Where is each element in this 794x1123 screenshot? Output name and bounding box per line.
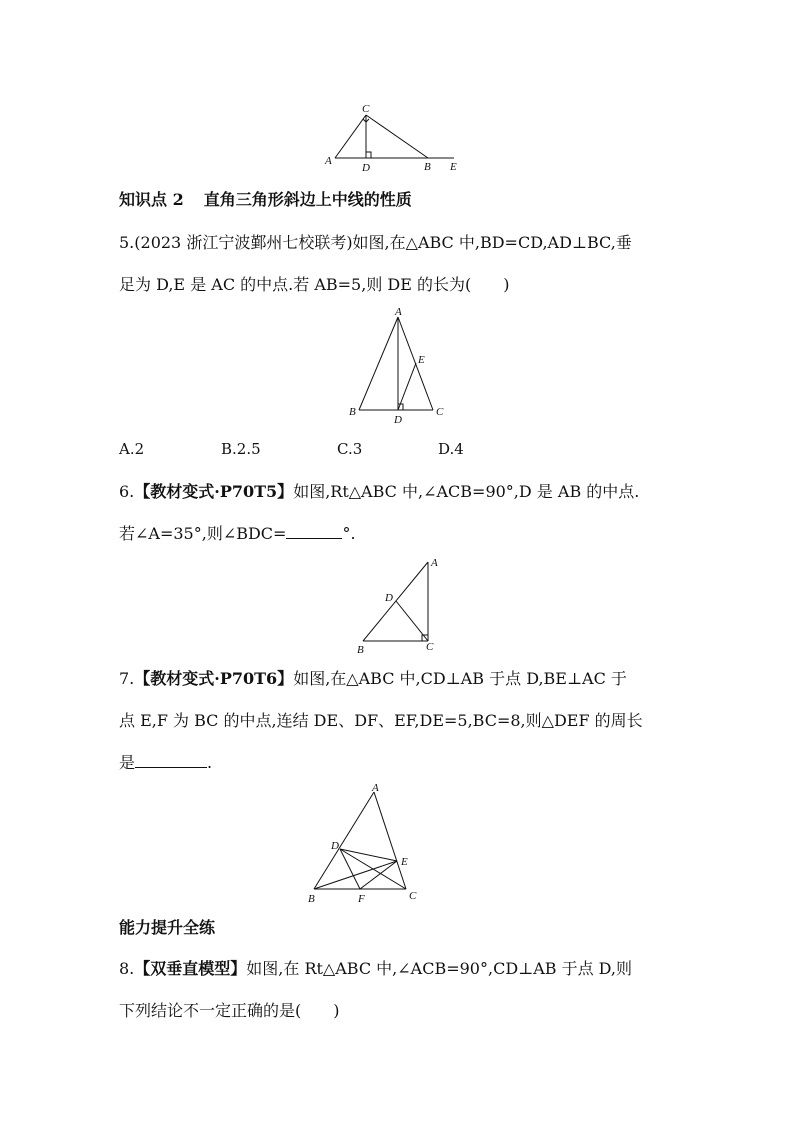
label-E: E (418, 354, 425, 366)
option-c[interactable]: C.3 (337, 440, 363, 458)
q8-number: 8. (119, 959, 135, 978)
segment-BE (314, 861, 397, 889)
segment-EF (360, 861, 397, 889)
q7-text3: 是 (119, 753, 136, 772)
section-title: 直角三角形斜边上中线的性质 (203, 190, 412, 209)
section-heading (119, 189, 679, 211)
figure-right-triangle-altitude (320, 100, 470, 175)
q6-text2: 若∠A=35°,则∠BDC= (119, 524, 287, 543)
q8-tag: 【双垂直模型】 (134, 959, 247, 978)
label-E: E (401, 856, 408, 868)
q8-line1 (119, 958, 679, 980)
q8-line2: 下列结论不一定正确的是( ) (119, 1001, 340, 1020)
right-angle-mark-D (366, 152, 371, 158)
section-number: 知识点 2 (119, 190, 184, 209)
q6-tag: 【教材变式·P70T5】 (134, 482, 294, 501)
q8-text1: 如图,在 Rt△ABC 中,∠ACB=90°,CD⊥AB 于点 D,则 (246, 959, 633, 978)
section2-heading: 能力提升全练 (119, 918, 216, 937)
label-C: C (362, 103, 370, 115)
label-B: B (349, 406, 356, 418)
q5-figure (345, 305, 455, 427)
q7-text1: 如图,在△ABC 中,CD⊥AB 于点 D,BE⊥AC 于 (293, 669, 627, 688)
segment-DE (340, 849, 397, 861)
label-D: D (331, 840, 339, 852)
label-F: F (358, 893, 365, 905)
option-a[interactable]: A.2 (119, 440, 145, 458)
segment-AB (314, 792, 374, 889)
label-A: A (431, 557, 438, 569)
segment-AB (359, 317, 398, 410)
q6-figure (355, 555, 445, 655)
label-C: C (426, 641, 434, 653)
q7-text4: . (207, 753, 213, 772)
label-B: B (308, 893, 315, 905)
q7-answer-blank[interactable] (135, 753, 207, 768)
segment-AC (335, 115, 366, 158)
q7-tag: 【教材变式·P70T6】 (134, 669, 294, 688)
segment-DE (398, 363, 416, 410)
q6-text3: °. (342, 524, 356, 543)
label-A: A (395, 306, 402, 318)
q7-line2: 点 E,F 为 BC 的中点,连结 DE、DF、EF,DE=5,BC=8,则△DEF 的周长 (119, 711, 643, 730)
label-D: D (362, 162, 370, 174)
label-E: E (450, 161, 457, 173)
q6-line1 (119, 481, 679, 503)
label-D: D (394, 414, 402, 426)
q5-line2: 足为 D,E 是 AC 的中点.若 AB=5,则 DE 的长为( ) (119, 275, 510, 294)
segment-CB (366, 115, 428, 158)
q6-number: 6. (119, 482, 135, 501)
label-A: A (325, 155, 332, 167)
label-D: D (385, 592, 393, 604)
q7-line3 (119, 752, 679, 774)
label-A: A (372, 782, 379, 794)
option-b[interactable]: B.2.5 (221, 440, 261, 458)
label-B: B (424, 161, 431, 173)
label-B: B (357, 644, 364, 656)
option-d[interactable]: D.4 (438, 440, 464, 458)
q7-line1 (119, 668, 679, 690)
q6-text1: 如图,Rt△ABC 中,∠ACB=90°,D 是 AB 的中点. (293, 482, 640, 501)
q5-line1: 5.(2023 浙江宁波鄞州七校联考)如图,在△ABC 中,BD=CD,AD⊥BC,垂 (119, 233, 632, 252)
label-C: C (436, 406, 444, 418)
q6-answer-blank[interactable] (286, 524, 342, 539)
q7-figure (302, 783, 427, 905)
q6-line2 (119, 523, 679, 545)
q5-options (119, 440, 679, 462)
q7-number: 7. (119, 669, 135, 688)
label-C: C (409, 890, 417, 902)
